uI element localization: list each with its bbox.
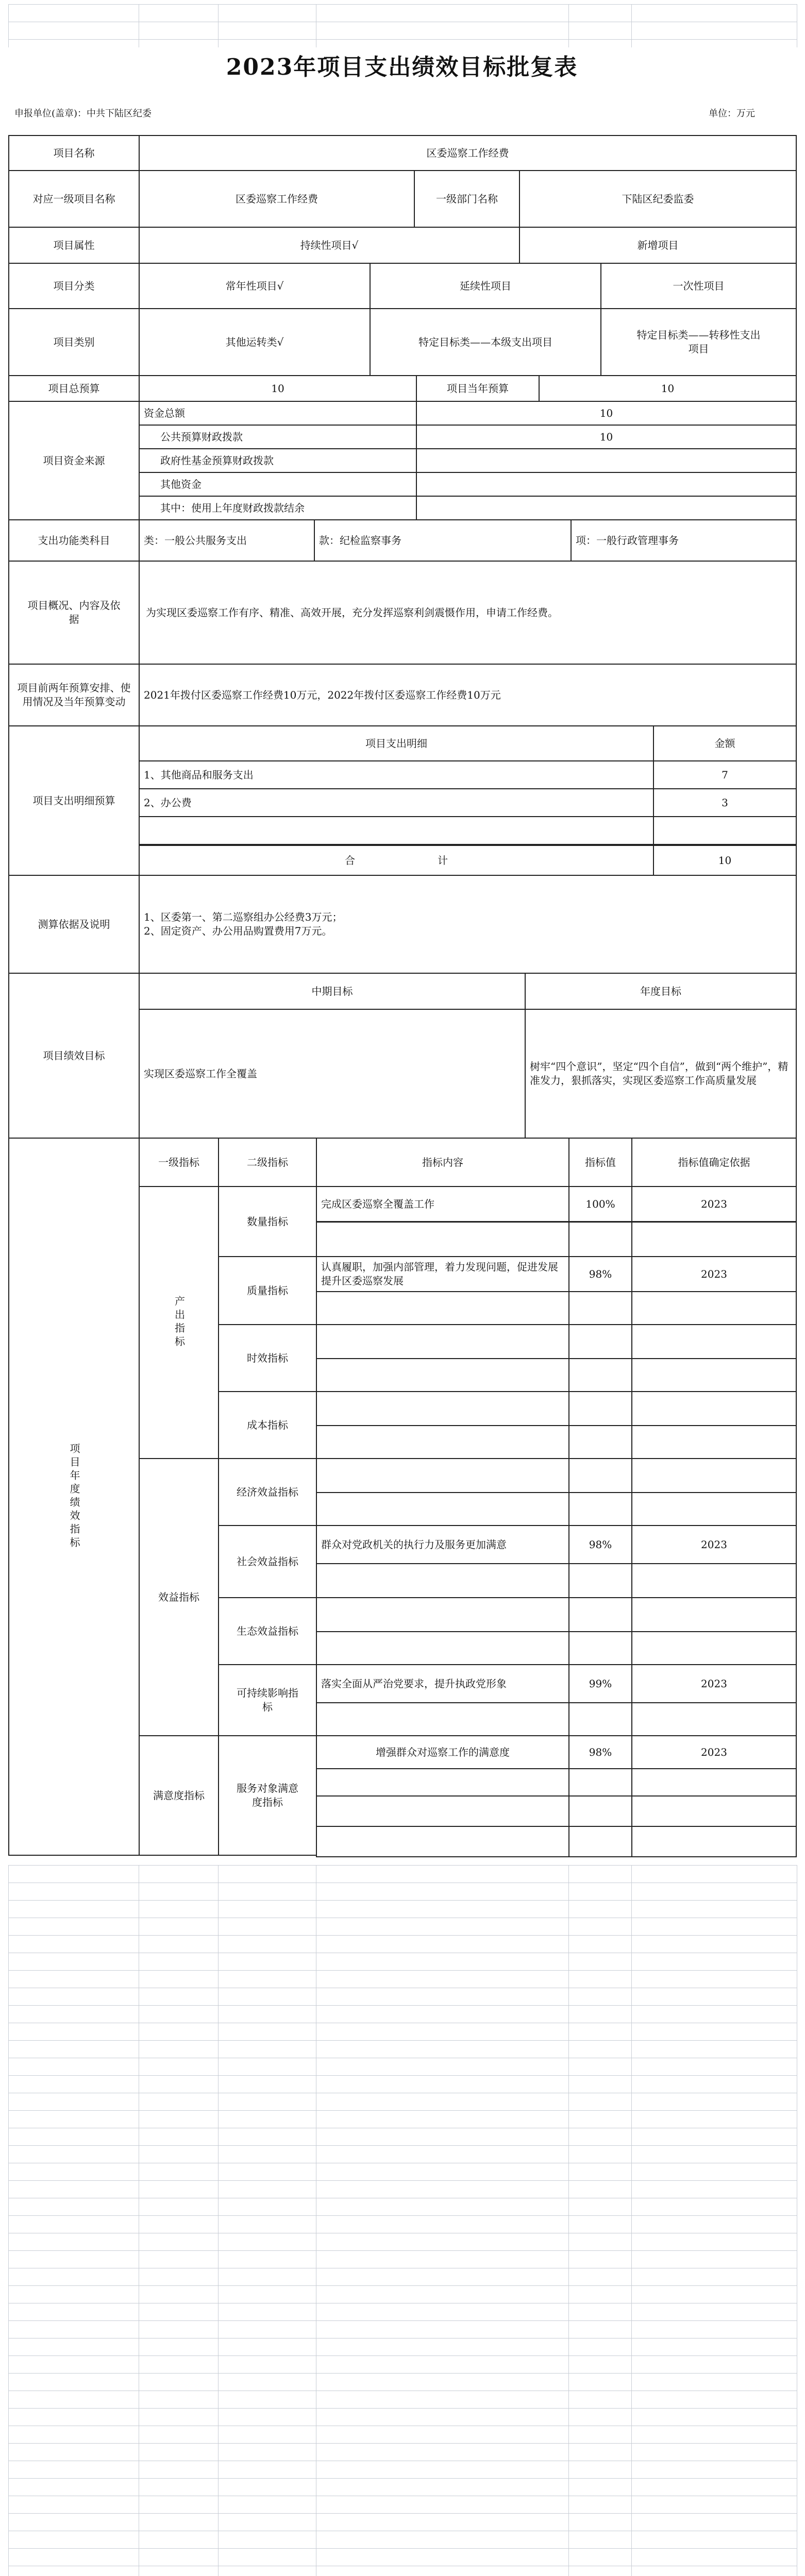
indicator-content-cell [316, 1700, 569, 1737]
cat-specific-transfer: 特定目标类——转移性支出项目 [600, 308, 797, 376]
fund-value [416, 472, 797, 497]
indicator-value-cell [568, 1795, 632, 1827]
indicator-basis-cell [631, 1324, 797, 1359]
lvl1-benefit: 效益指标 [139, 1458, 219, 1736]
indicator-content-cell [316, 1492, 569, 1527]
year-budget: 10 [539, 375, 797, 402]
func-label: 支出功能类科目 [8, 519, 140, 562]
lvl2-cost: 成本指标 [218, 1391, 317, 1459]
page-title: 2023年项目支出绩效目标批复表 [226, 54, 578, 81]
lvl1-output [139, 1186, 219, 1459]
detail-label: 项目支出明细预算 [8, 725, 140, 876]
lvl2-quantity: 数量指标 [218, 1186, 317, 1257]
sheet-row-line [8, 2548, 797, 2549]
func-sub: 项：一般行政管理事务 [571, 519, 797, 562]
fund-value [416, 448, 797, 473]
indicator-value-cell [568, 1766, 632, 1797]
indicator-basis-cell [631, 1458, 797, 1493]
sheet-row-line [8, 2285, 797, 2286]
history-label: 项目前两年预算安排、使用情况及当年预算变动 [8, 664, 140, 726]
indicator-value-cell [568, 1324, 632, 1359]
sheet-row-line [8, 2110, 797, 2111]
calc: 1、区委第一、第二巡察组办公经费3万元； 2、固定资产、办公用品购置费用7万元。 [139, 875, 797, 974]
l1-dept-label: 一级部门名称 [414, 170, 520, 228]
ind-satisfy-content: 增强群众对巡察工作的满意度 [316, 1735, 569, 1769]
indicator-content-cell [316, 1795, 569, 1827]
sheet-row-line [8, 2355, 797, 2356]
fund-name: 政府性基金预算财政拨款 [139, 448, 417, 473]
indicator-basis-cell [631, 1222, 797, 1258]
sheet-row-line [8, 1970, 797, 1971]
lvl2-social: 社会效益指标 [218, 1525, 317, 1598]
indicator-content-cell [316, 1391, 569, 1426]
fund-name: 其中：使用上年度财政拨款结余 [139, 496, 417, 520]
indicator-value-cell [568, 1458, 632, 1493]
fund-name: 其他资金 [139, 472, 417, 497]
sheet-row-line [8, 39, 797, 40]
sheet-col-line [8, 1865, 9, 2576]
indicator-content-cell [316, 1631, 569, 1666]
l1-project: 区委巡察工作经费 [139, 170, 415, 228]
indicator-value-cell [568, 1826, 632, 1857]
sheet-row-line [8, 2478, 797, 2479]
sheet-row-line [8, 2250, 797, 2251]
lvl2-quality: 质量指标 [218, 1256, 317, 1325]
sheet-row-line [8, 2513, 797, 2514]
sheet-row-line [8, 4, 797, 5]
ind-qty-content: 完成区委巡察全覆盖工作 [316, 1186, 569, 1222]
total-label: 合 计 [139, 845, 654, 876]
l1-dept: 下陆区纪委监委 [519, 170, 797, 228]
indicator-content-cell [316, 1562, 569, 1599]
lvl2-sustainable: 可持续影响指标 [218, 1664, 317, 1736]
detail-item: 2、办公费 [139, 788, 654, 817]
sheet-col-line [631, 1865, 632, 2576]
indicator-content-cell [316, 1766, 569, 1797]
ind-qty-value: 100% [568, 1186, 632, 1222]
ind-header-basis: 指标值确定依据 [631, 1138, 797, 1187]
class-regular: 常年性项目√ [139, 263, 371, 309]
ind-quality-value: 98% [568, 1256, 632, 1292]
total-amount: 10 [653, 845, 797, 876]
detail-header: 项目支出明细 [139, 725, 654, 761]
year-target-label: 年度目标 [525, 973, 797, 1010]
indicator-content-cell [316, 1291, 569, 1326]
class-once: 一次性项目 [600, 263, 797, 309]
sheet-col-line [631, 4, 632, 47]
ind-qty-basis: 2023 [631, 1186, 797, 1222]
sheet-row-line [8, 2005, 797, 2006]
ind-header-value: 指标值 [568, 1138, 632, 1187]
indicator-content-cell [316, 1458, 569, 1493]
lvl2-service-satisfaction: 服务对象满意度指标 [218, 1735, 317, 1856]
ind-header-l2: 二级指标 [218, 1138, 317, 1187]
fund-label: 项目资金来源 [8, 401, 140, 520]
indicator-label [8, 1138, 140, 1856]
detail-amount [653, 816, 797, 845]
indicator-content-cell [316, 1222, 569, 1258]
lvl2-timeliness: 时效指标 [218, 1324, 317, 1392]
indicator-basis-cell [631, 1562, 797, 1599]
sheet-row-line [8, 2320, 797, 2321]
fund-value: 10 [416, 425, 797, 449]
indicator-basis-cell [631, 1795, 797, 1827]
indicator-value-cell [568, 1222, 632, 1258]
indicator-basis-cell [631, 1492, 797, 1527]
history: 2021年拨付区委巡察工作经费10万元，2022年拨付区委巡察工作经费10万元 [139, 664, 797, 726]
perf-label: 项目绩效目标 [8, 973, 140, 1139]
indicator-basis-cell [631, 1826, 797, 1857]
lvl1-satisfaction: 满意度指标 [139, 1735, 219, 1856]
mid-target: 实现区委巡察工作全覆盖 [139, 1009, 526, 1139]
indicator-value-cell [568, 1562, 632, 1599]
cat-label: 项目类别 [8, 308, 140, 376]
sheet-row-line [8, 2180, 797, 2181]
sheet-row-line [8, 2040, 797, 2041]
project-name-label: 项目名称 [8, 135, 140, 171]
sheet-col-line [568, 1865, 569, 2576]
ind-social-value: 98% [568, 1525, 632, 1564]
ind-social-content: 群众对党政机关的执行力及服务更加满意 [316, 1525, 569, 1564]
year-budget-label: 项目当年预算 [416, 375, 540, 402]
sheet-col-line [218, 1865, 219, 2576]
indicator-value-cell [568, 1291, 632, 1326]
fund-value: 10 [416, 401, 797, 426]
sheet-row-line [8, 2075, 797, 2076]
sheet-col-line [568, 4, 569, 47]
indicator-content-cell [316, 1358, 569, 1393]
sheet-col-line [218, 4, 219, 47]
indicator-content-cell [316, 1425, 569, 1460]
fund-value [416, 496, 797, 520]
sheet-row-line [8, 1935, 797, 1936]
overview: 为实现区委巡察工作有序、精准、高效开展，充分发挥巡察利剑震慑作用，申请工作经费。 [139, 561, 797, 665]
detail-amount: 3 [653, 788, 797, 817]
sheet-row-line [8, 2215, 797, 2216]
sheet-row-line [8, 2408, 797, 2409]
overview-label: 项目概况、内容及依据 [8, 561, 140, 665]
indicator-content-cell [316, 1826, 569, 1857]
ind-sustain-basis: 2023 [631, 1664, 797, 1703]
indicator-content-cell [316, 1324, 569, 1359]
indicator-value-cell [568, 1492, 632, 1527]
ind-social-basis: 2023 [631, 1525, 797, 1564]
indicator-basis-cell [631, 1425, 797, 1460]
sheet-row-line [8, 2373, 797, 2374]
indicator-basis-cell [631, 1700, 797, 1737]
project-name: 区委巡察工作经费 [139, 135, 797, 171]
indicator-value-cell [568, 1631, 632, 1666]
ind-satisfy-value: 98% [568, 1735, 632, 1769]
mid-target-label: 中期目标 [139, 973, 526, 1010]
ind-satisfy-basis: 2023 [631, 1735, 797, 1769]
indicator-basis-cell [631, 1391, 797, 1426]
attr-continuing: 持续性项目√ [139, 227, 520, 264]
indicator-value-cell [568, 1358, 632, 1393]
indicator-basis-cell [631, 1358, 797, 1393]
indicator-basis-cell [631, 1766, 797, 1797]
attr-label: 项目属性 [8, 227, 140, 264]
year-target: 树牢“四个意识”，坚定“四个自信”，做到“两个维护”，精准发力，狠抓落实，实现区委巡察工作高质量发展 [525, 1009, 797, 1139]
indicator-basis-cell [631, 1631, 797, 1666]
cat-other: 其他运转类√ [139, 308, 371, 376]
func-item: 款：纪检监察事务 [314, 519, 572, 562]
func-class: 类：一般公共服务支出 [139, 519, 315, 562]
lvl2-economic: 经济效益指标 [218, 1458, 317, 1526]
indicator-basis-cell [631, 1291, 797, 1326]
indicator-value-cell [568, 1425, 632, 1460]
ind-header-l1: 一级指标 [139, 1138, 219, 1187]
sheet-row-line [8, 1865, 797, 1866]
detail-amount-header: 金额 [653, 725, 797, 761]
currency-label: 单位：万元 [709, 108, 755, 119]
sheet-col-line [8, 4, 9, 47]
class-extended: 延续性项目 [370, 263, 601, 309]
sheet-row-line [8, 2145, 797, 2146]
calc-label: 测算依据及说明 [8, 875, 140, 974]
total-budget-label: 项目总预算 [8, 375, 140, 402]
fund-name: 资金总额 [139, 401, 417, 426]
ind-sustain-content: 落实全面从严治党要求，提升执政党形象 [316, 1664, 569, 1703]
lvl1-output-text: 产出指标 [173, 1296, 186, 1349]
attr-new: 新增项目 [519, 227, 797, 264]
l1-project-label: 对应一级项目名称 [8, 170, 140, 228]
unit-label: 申报单位(盖章)：中共下陆区纪委 [14, 108, 152, 119]
lvl2-ecological: 生态效益指标 [218, 1597, 317, 1665]
detail-item [139, 816, 654, 845]
indicator-label-text: 项目年度绩效指标 [68, 1443, 80, 1550]
ind-quality-content: 认真履职，加强内部管理，着力发现问题，促进发展提升区委巡察发展 [316, 1256, 569, 1292]
ind-quality-basis: 2023 [631, 1256, 797, 1292]
ind-header-content: 指标内容 [316, 1138, 569, 1187]
indicator-content-cell [316, 1597, 569, 1632]
detail-item: 1、其他商品和服务支出 [139, 760, 654, 789]
indicator-value-cell [568, 1391, 632, 1426]
total-budget: 10 [139, 375, 417, 402]
indicator-value-cell [568, 1700, 632, 1737]
cat-specific-this: 特定目标类——本级支出项目 [370, 308, 601, 376]
indicator-value-cell [568, 1597, 632, 1632]
detail-amount: 7 [653, 760, 797, 789]
sheet-row-line [8, 2443, 797, 2444]
indicator-basis-cell [631, 1597, 797, 1632]
sheet-row-line [8, 1900, 797, 1901]
fund-name: 公共预算财政拨款 [139, 425, 417, 449]
class-label: 项目分类 [8, 263, 140, 309]
ind-sustain-value: 99% [568, 1664, 632, 1703]
